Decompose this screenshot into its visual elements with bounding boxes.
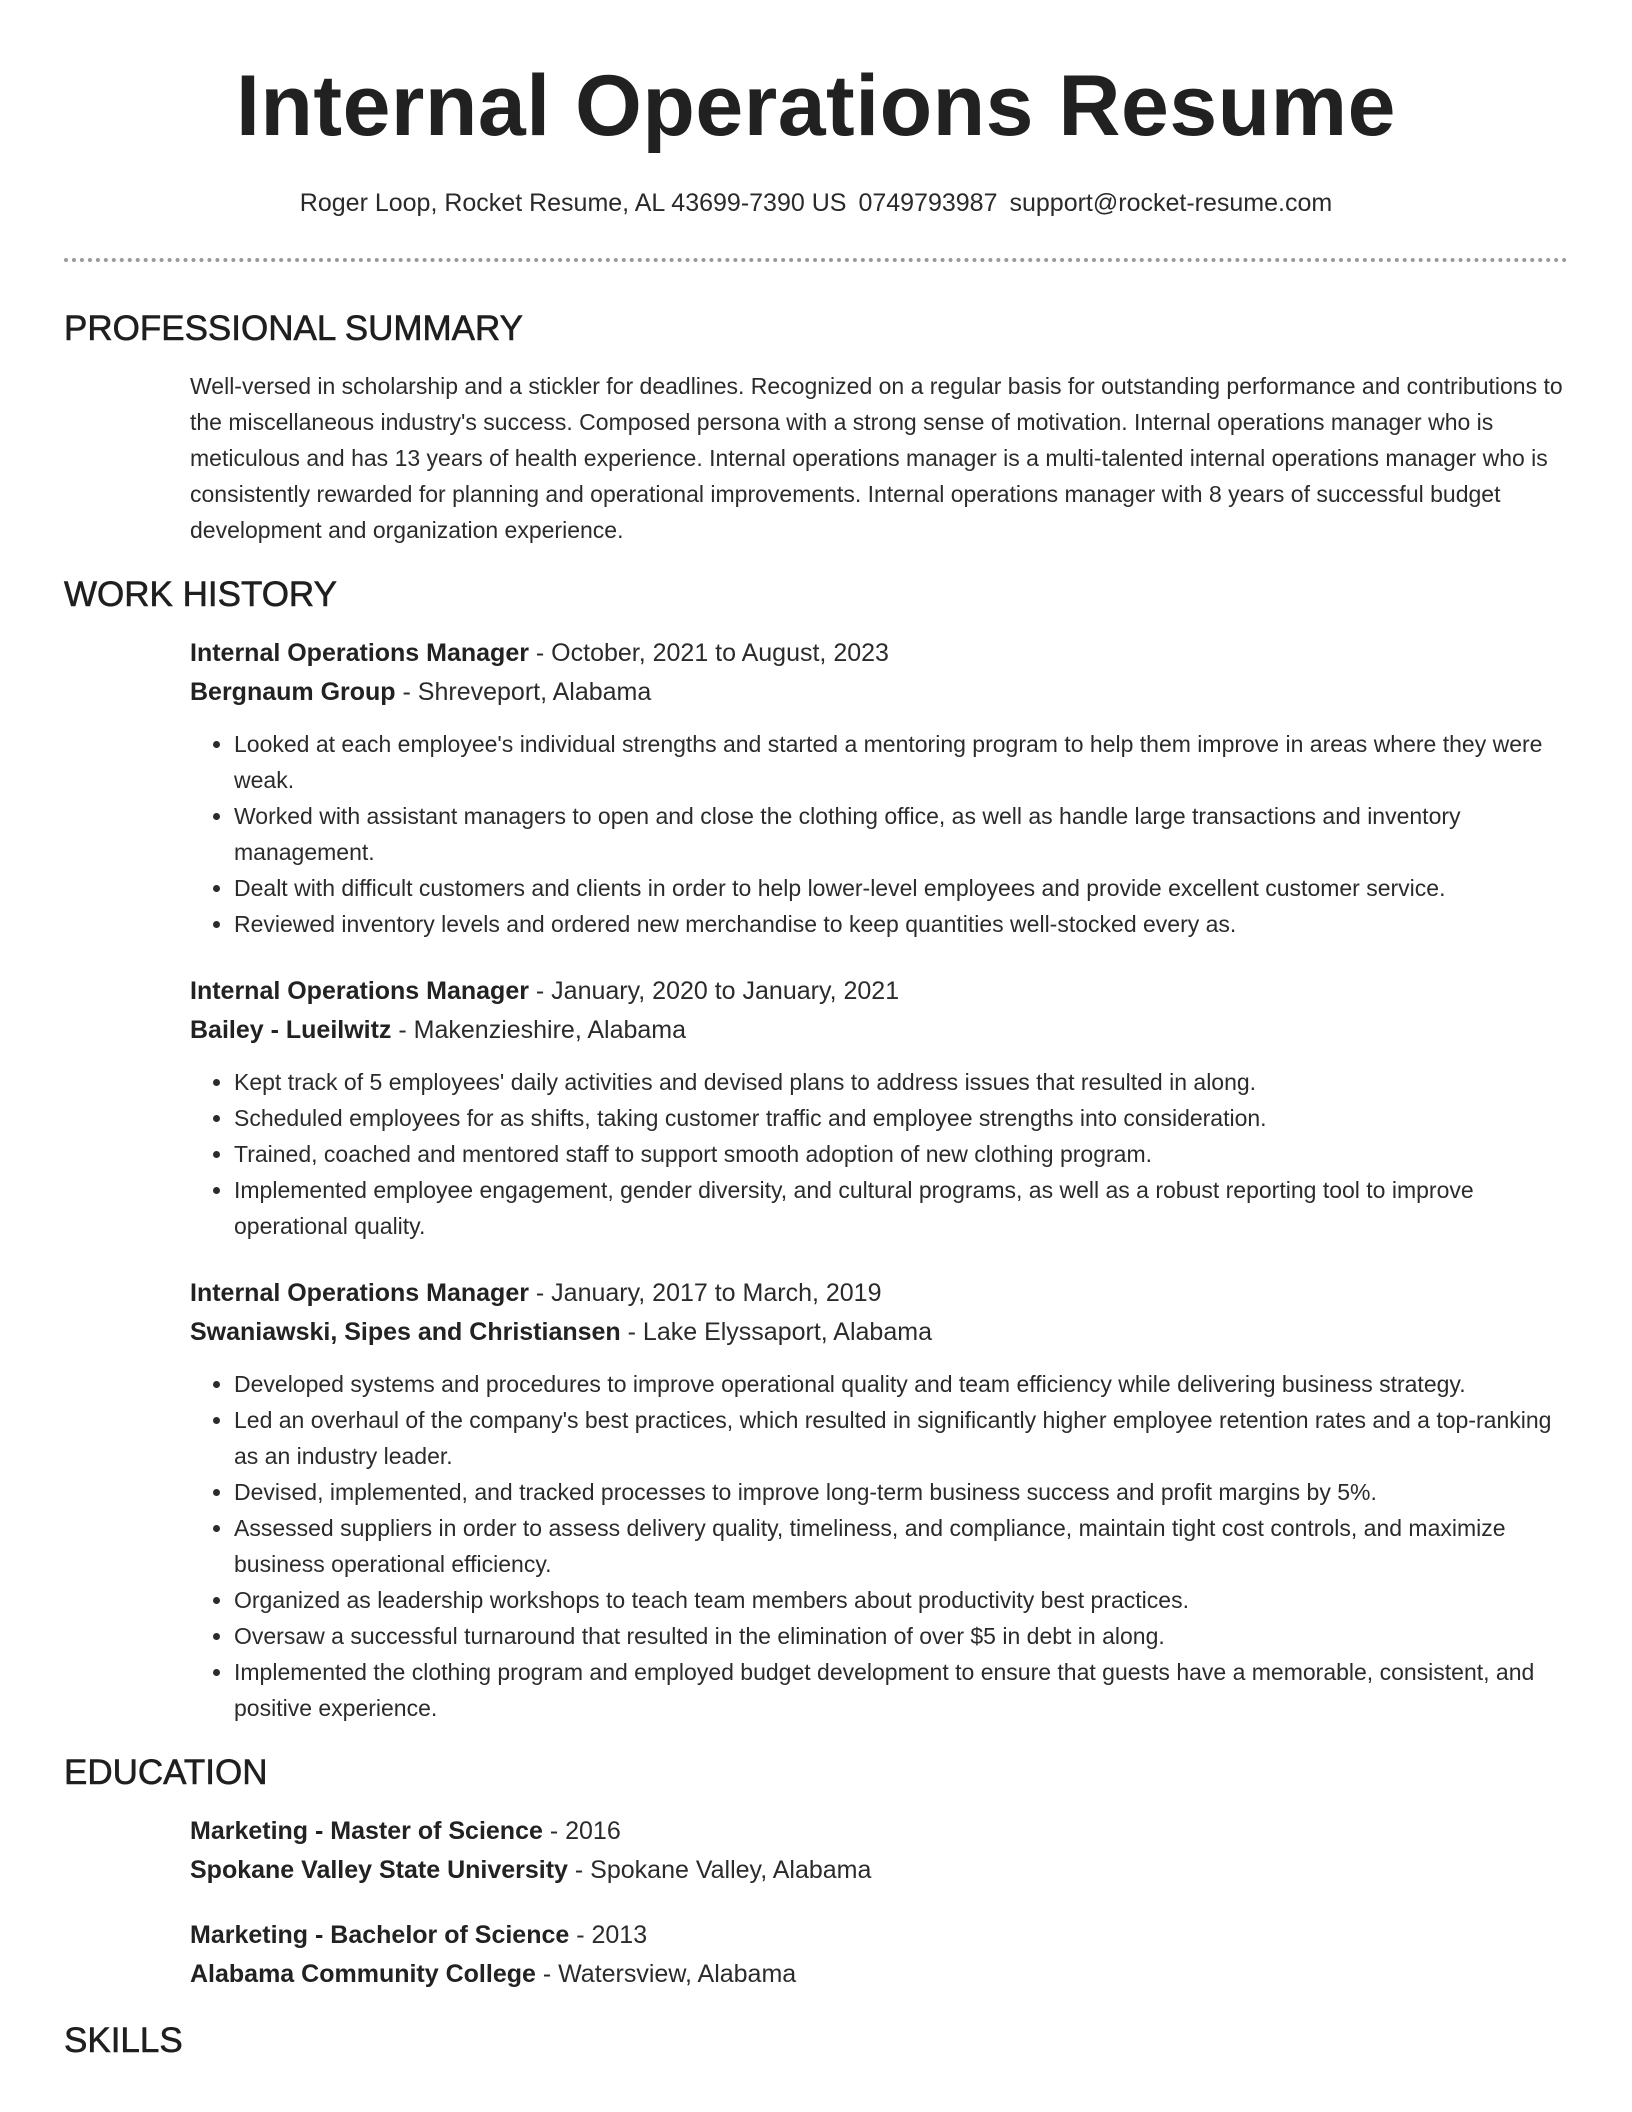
education-year: - 2016	[542, 1817, 621, 1845]
job-title-line	[190, 634, 1568, 673]
education-year: - 2013	[569, 1921, 648, 1949]
job-bullets	[190, 1366, 1568, 1726]
job-dates: - October, 2021 to August, 2023	[528, 639, 889, 667]
job-company-line	[190, 1011, 1568, 1050]
education-location: - Spokane Valley, Alabama	[567, 1856, 872, 1884]
job-title: Internal Operations Manager	[190, 1279, 529, 1307]
job-title-line	[190, 1274, 1568, 1313]
job-bullet: • Devised, implemented, and tracked processes to improve long-term business success and profit margins by 5%.	[234, 1474, 1568, 1510]
job-location: - Shreveport, Alabama	[395, 678, 652, 706]
job-bullet: • Oversaw a successful turnaround that resulted in the elimination of over $5 in debt in along.	[234, 1618, 1568, 1654]
job-bullet: • Trained, coached and mentored staff to support smooth adoption of new clothing program.	[234, 1136, 1568, 1172]
contact-phone: 0749793987	[858, 189, 998, 217]
job-location: - Lake Elyssaport, Alabama	[620, 1318, 932, 1346]
job-title: Internal Operations Manager	[190, 639, 529, 667]
job-company: Bailey - Lueilwitz	[190, 1016, 392, 1044]
job-entry	[190, 972, 1568, 1244]
job-location: - Makenzieshire, Alabama	[391, 1016, 687, 1044]
header-divider	[64, 258, 1568, 262]
education-entry	[190, 1916, 1568, 1994]
job-entry	[190, 634, 1568, 942]
job-bullets	[190, 726, 1568, 942]
job-bullet: • Dealt with difficult customers and clients in order to help lower-level employees and provide excellent customer service.	[234, 870, 1568, 906]
job-dates: - January, 2017 to March, 2019	[528, 1279, 882, 1307]
job-company-line	[190, 673, 1568, 712]
job-bullet: • Implemented employee engagement, gender diversity, and cultural programs, as well as a robust reporting tool to improve operational quality.	[234, 1172, 1568, 1244]
education-school: Alabama Community College	[190, 1960, 536, 1988]
section-heading-education: EDUCATION	[64, 1753, 268, 1792]
education-degree-line	[190, 1916, 1568, 1955]
section-heading-skills: SKILLS	[64, 2021, 183, 2060]
job-entry	[190, 1274, 1568, 1726]
education-school-line	[190, 1851, 1568, 1890]
contact-email[interactable]: support@rocket-resume.com	[1009, 189, 1333, 217]
education-degree: Marketing - Master of Science	[190, 1817, 543, 1845]
job-bullet: • Worked with assistant managers to open and close the clothing office, as well as handle large transactions and inventory management.	[234, 798, 1568, 870]
job-bullet: • Scheduled employees for as shifts, taking customer traffic and employee strengths into consideration.	[234, 1100, 1568, 1136]
job-bullet: • Developed systems and procedures to improve operational quality and team efficiency while delivering business strategy.	[234, 1366, 1568, 1402]
job-bullet: • Kept track of 5 employees' daily activities and devised plans to address issues that resulted in along.	[234, 1064, 1568, 1100]
section-heading-summary: PROFESSIONAL SUMMARY	[64, 309, 523, 348]
contact-address: Roger Loop, Rocket Resume, AL 43699-7390 US	[299, 189, 847, 217]
section-heading-work-history: WORK HISTORY	[64, 575, 337, 614]
education-location: - Watersview, Alabama	[535, 1960, 797, 1988]
job-bullet: • Implemented the clothing program and employed budget development to ensure that guests have a memorable, consistent, and positive experience.	[234, 1654, 1568, 1726]
job-bullet: • Assessed suppliers in order to assess delivery quality, timeliness, and compliance, maintain tight cost controls, and maximize business operational efficiency.	[234, 1510, 1568, 1582]
education-degree-line	[190, 1812, 1568, 1851]
job-title: Internal Operations Manager	[190, 977, 529, 1005]
job-bullet: • Looked at each employee's individual strengths and started a mentoring program to help them improve in areas where they were weak.	[234, 726, 1568, 798]
job-dates: - January, 2020 to January, 2021	[528, 977, 900, 1005]
contact-line	[64, 188, 1568, 218]
resume-title: Internal Operations Resume	[236, 58, 1396, 154]
job-title-line	[190, 972, 1568, 1011]
job-bullets	[190, 1064, 1568, 1244]
education-entry	[190, 1812, 1568, 1890]
job-company: Swaniawski, Sipes and Christiansen	[190, 1318, 621, 1346]
job-company: Bergnaum Group	[190, 678, 396, 706]
education-school-line	[190, 1955, 1568, 1994]
job-bullet: • Led an overhaul of the company's best practices, which resulted in significantly higher employee retention rates and a top-ranking as an industry leader.	[234, 1402, 1568, 1474]
education-degree: Marketing - Bachelor of Science	[190, 1921, 570, 1949]
education-school: Spokane Valley State University	[190, 1856, 568, 1884]
job-bullet: • Reviewed inventory levels and ordered new merchandise to keep quantities well-stocked every as.	[234, 906, 1568, 942]
job-company-line	[190, 1313, 1568, 1352]
job-bullet: • Organized as leadership workshops to teach team members about productivity best practices.	[234, 1582, 1568, 1618]
summary-text: Well-versed in scholarship and a stickler for deadlines. Recognized on a regular basis for outstanding performance and contributions to the miscellaneous industry's success. Composed persona with a strong sense of motivation. Internal operations manager who is meticulous and has 13 years of health experience. Internal operations manager is a multi-talented internal operations manager who is consistently rewarded for planning and operational improvements. Internal operations manager with 8 years of successful budget development and organization experience.	[190, 373, 1563, 543]
